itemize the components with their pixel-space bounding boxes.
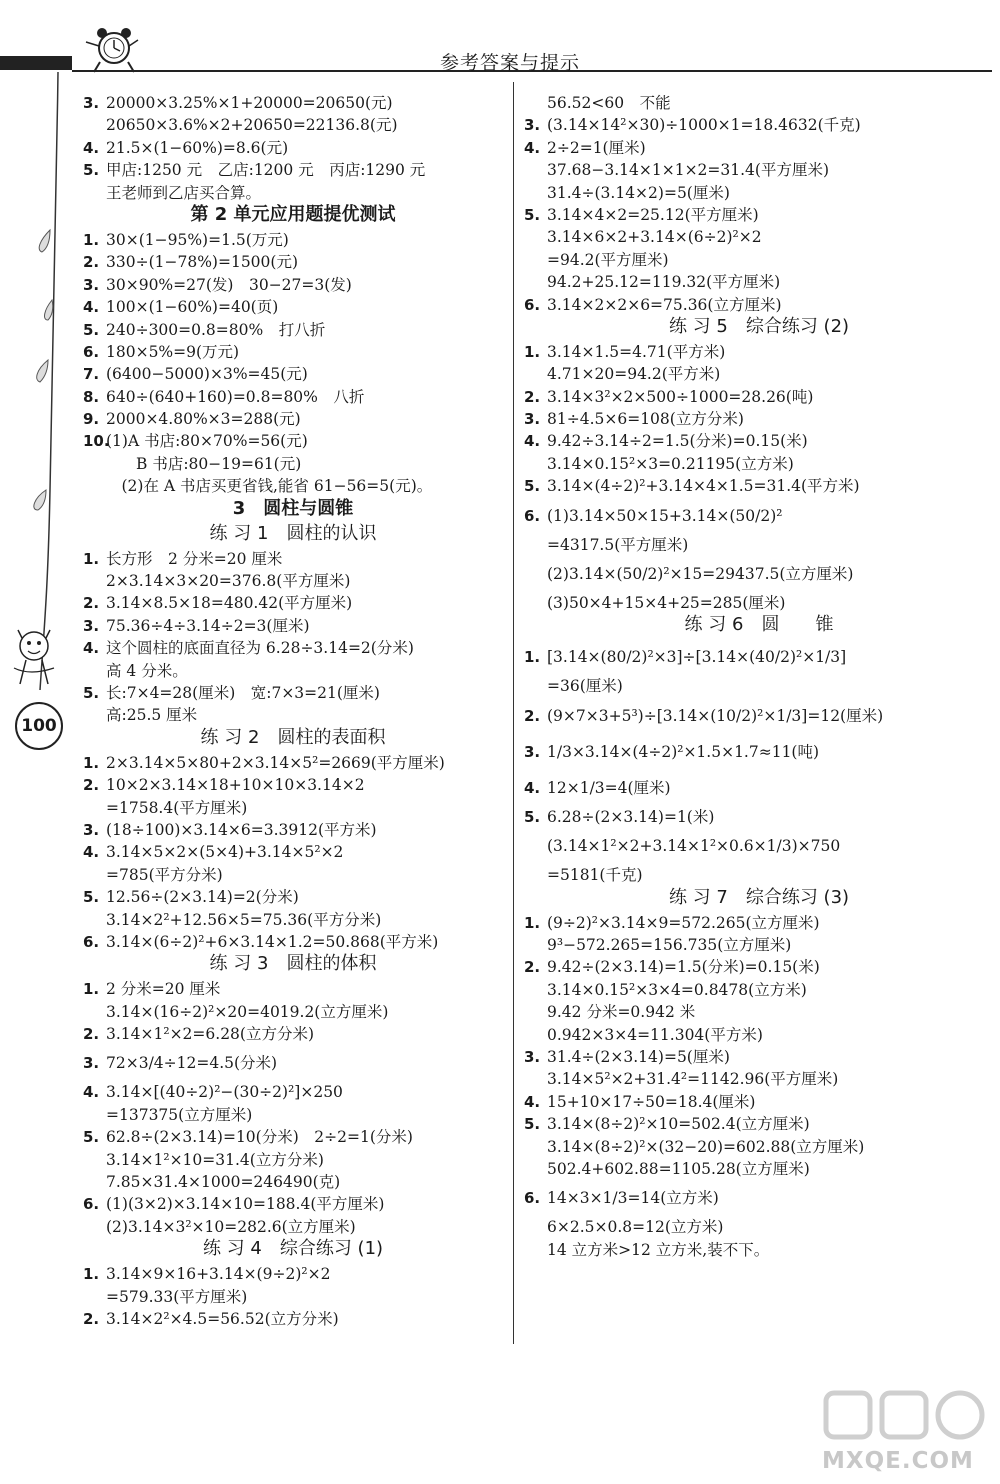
answer-line — [83, 1126, 503, 1148]
answer-text: 练 习 7 综合练习 (3) — [668, 886, 850, 908]
answer-continuation — [83, 1216, 503, 1238]
answer-continuation — [524, 1158, 994, 1180]
answer-line — [524, 556, 994, 592]
exercise-heading — [524, 887, 994, 912]
answer-text: 37.68−3.14×1×1×2=31.4(平方厘米) — [547, 161, 830, 180]
answer-text: 240÷300=0.8=80% 打八折 — [106, 320, 326, 339]
answer-text: 3.14×(8÷2)²×10=502.4(立方厘米) — [547, 1115, 810, 1134]
question-number: 5. — [83, 161, 100, 180]
question-number: 6. — [524, 1189, 541, 1208]
answer-text: =137375(立方厘米) — [106, 1105, 253, 1124]
answer-text: 100×(1−60%)=40(页) — [106, 298, 279, 317]
answer-text: 502.4+602.88=1105.28(立方厘米) — [547, 1159, 810, 1178]
answer-continuation — [524, 249, 994, 271]
answer-line — [83, 682, 503, 704]
answer-continuation — [524, 1216, 994, 1238]
answer-text: 6.28÷(2×3.14)=1(米) — [547, 807, 715, 826]
answer-line — [524, 204, 994, 226]
answer-continuation — [524, 934, 994, 956]
answer-continuation — [524, 534, 994, 556]
question-number: 2. — [83, 594, 100, 613]
answer-line — [524, 430, 994, 452]
answer-text: [3.14×(80/2)²×3]÷[3.14×(40/2)²×1/3] — [547, 648, 847, 667]
answer-line — [524, 770, 994, 806]
answer-continuation — [524, 592, 994, 614]
answer-text: 3.14×6×2+3.14×(6÷2)²×2 — [547, 228, 762, 247]
question-number: 2. — [83, 253, 100, 272]
question-number: 1. — [524, 913, 541, 932]
answer-text: =5181(千克) — [547, 866, 643, 885]
answer-continuation — [524, 1239, 994, 1261]
answer-continuation — [83, 797, 503, 819]
question-number: 10. — [83, 432, 110, 451]
answer-line — [83, 274, 503, 296]
question-number: 5. — [83, 320, 100, 339]
answer-text: 9.42÷(2×3.14)=1.5(分米)=0.15(米) — [547, 958, 820, 977]
alarm-clock-mascot-icon — [80, 24, 140, 74]
answer-line — [83, 752, 503, 774]
question-number: 4. — [524, 1092, 541, 1111]
section-heading — [83, 498, 503, 523]
answer-continuation — [524, 1136, 994, 1158]
question-number: 6. — [524, 506, 541, 525]
answer-line — [83, 137, 503, 159]
answer-text: (1)(3×2)×3.14×10=188.4(平方厘米) — [106, 1195, 385, 1214]
answer-text: (6400−5000)×3%=45(元) — [106, 365, 308, 384]
answer-text: 9.42 分米=0.942 米 — [547, 1003, 696, 1022]
answer-continuation — [524, 92, 994, 114]
question-number: 7. — [83, 365, 100, 384]
answer-line — [83, 615, 503, 637]
answer-text: 2×3.14×5×80+2×3.14×5²=2669(平方厘米) — [106, 753, 445, 772]
answer-line — [83, 296, 503, 318]
answer-line — [83, 251, 503, 273]
answer-text: 94.2+25.12=119.32(平方厘米) — [547, 273, 781, 292]
answer-text: 3.14×2×2×6=75.36(立方厘米) — [547, 295, 782, 314]
question-number: 3. — [83, 94, 100, 112]
question-number: 3. — [83, 275, 100, 294]
left-column — [83, 92, 503, 1330]
answer-line — [83, 1193, 503, 1215]
answer-text: 640÷(640+160)=0.8=80% 八折 — [106, 387, 365, 406]
answer-text: (3.14×1²×2+3.14×1²×0.6×1/3)×750 — [547, 837, 841, 856]
answer-text: 72×3/4÷12=4.5(分米) — [106, 1054, 278, 1073]
vine-decoration-icon — [0, 70, 80, 1070]
exercise-heading — [83, 953, 503, 978]
answer-continuation — [524, 363, 994, 385]
answer-text: 3.14×[(40÷2)²−(30÷2)²]×250 — [106, 1083, 343, 1102]
answer-line — [524, 341, 994, 363]
answer-continuation — [524, 864, 994, 886]
answer-line — [524, 386, 994, 408]
answer-text: 4.71×20=94.2(平方米) — [547, 365, 721, 384]
answer-text: 3 圆柱与圆锥 — [232, 497, 354, 519]
question-number: 4. — [524, 432, 541, 451]
question-number: 5. — [524, 807, 541, 826]
answer-line — [83, 1023, 503, 1045]
exercise-heading — [83, 523, 503, 548]
answer-line — [83, 159, 503, 181]
answer-text: (18÷100)×3.14×6=3.3912(平方米) — [106, 820, 377, 839]
answer-text: (2)3.14×(50/2)²×15=29437.5(立方厘米) — [547, 565, 854, 584]
answer-text: 2÷2=1(厘米) — [547, 138, 646, 157]
question-number: 3. — [524, 116, 541, 135]
question-number: 3. — [524, 410, 541, 429]
answer-text: 1/3×3.14×(4÷2)²×1.5×1.7≈11(吨) — [547, 742, 820, 761]
question-number: 2. — [524, 706, 541, 725]
answer-text: =1758.4(平方厘米) — [106, 798, 248, 817]
header-title: 参考答案与提示 — [440, 52, 581, 74]
answer-text: 第 2 单元应用题提优测试 — [190, 203, 396, 225]
question-number: 9. — [83, 410, 100, 429]
answer-text: 3.14×4×2=25.12(平方厘米) — [547, 205, 759, 224]
question-number: 1. — [524, 648, 541, 667]
exercise-heading — [524, 614, 994, 639]
exercise-heading — [83, 1238, 503, 1263]
question-number: 1. — [83, 230, 100, 249]
question-number: 1. — [524, 342, 541, 361]
answer-line — [83, 548, 503, 570]
answer-line — [83, 363, 503, 385]
question-number: 4. — [83, 298, 100, 317]
answer-continuation — [524, 1068, 994, 1090]
answer-text: =579.33(平方厘米) — [106, 1287, 248, 1306]
question-number: 2. — [524, 958, 541, 977]
answer-text: 20650×3.6%×2+20650=22136.8(元) — [106, 116, 398, 135]
answer-text: 3.14×(6÷2)²+6×3.14×1.2=50.868(平方米) — [106, 932, 439, 951]
answer-line — [524, 475, 994, 497]
answer-text: 3.14×(4÷2)²+3.14×4×1.5=31.4(平方米) — [547, 477, 860, 496]
answer-text: 12×1/3=4(厘米) — [547, 778, 671, 797]
answer-text: 王老师到乙店买合算。 — [106, 183, 262, 202]
question-number: 8. — [83, 387, 100, 406]
answer-text: 3.14×0.15²×3=0.21195(立方米) — [547, 454, 794, 473]
answer-text: 3.14×(16÷2)²×20=4019.2(立方厘米) — [106, 1002, 389, 1021]
question-number: 6. — [83, 342, 100, 361]
answer-line — [83, 637, 503, 659]
watermark-text: MXQE.COM — [822, 1448, 974, 1474]
question-number: 2. — [83, 1025, 100, 1044]
answer-text: 3.14×1²×10=31.4(立方分米) — [106, 1150, 324, 1169]
answer-text: 3.14×3²×2×500÷1000=28.26(吨) — [547, 387, 814, 406]
answer-text: 30×(1−95%)=1.5(万元) — [106, 230, 289, 249]
answer-continuation — [83, 182, 503, 204]
answer-text: 75.36÷4÷3.14÷2=3(厘米) — [106, 616, 310, 635]
page-number: 100 — [15, 702, 63, 750]
question-number: 1. — [83, 549, 100, 568]
answer-text: 14 立方米>12 立方米,装不下。 — [547, 1240, 770, 1259]
answer-text: 12.56÷(2×3.14)=2(分米) — [106, 888, 299, 907]
answer-line — [83, 931, 503, 953]
answer-text: 练 习 1 圆柱的认识 — [209, 522, 377, 544]
answer-continuation — [83, 1149, 503, 1171]
answer-text: 31.4÷(2×3.14)=5(厘米) — [547, 1047, 730, 1066]
answer-text: 练 习 6 圆 锥 — [684, 614, 834, 636]
answer-line — [524, 828, 994, 864]
answer-line — [524, 1180, 994, 1216]
answer-line — [524, 734, 994, 770]
question-number: 5. — [524, 1115, 541, 1134]
answer-continuation — [524, 159, 994, 181]
answer-line — [524, 1091, 994, 1113]
question-number: 3. — [83, 616, 100, 635]
answer-continuation — [83, 114, 503, 136]
answer-line — [83, 1308, 503, 1330]
answer-text: 6×2.5×0.8=12(立方米) — [547, 1218, 724, 1237]
answer-line — [83, 819, 503, 841]
answer-line — [524, 698, 994, 734]
question-number: 4. — [83, 1083, 100, 1102]
answer-text: 81÷4.5×6=108(立方分米) — [547, 410, 744, 429]
question-number: 2. — [524, 387, 541, 406]
answer-text: 练 习 2 圆柱的表面积 — [200, 726, 386, 748]
answer-line — [524, 408, 994, 430]
answer-line — [83, 1045, 503, 1081]
answer-text: 练 习 3 圆柱的体积 — [209, 953, 377, 975]
answer-text: 10×2×3.14×18+10×10×3.14×2 — [106, 776, 365, 795]
answer-text: 2×3.14×3×20=376.8(平方厘米) — [106, 572, 351, 591]
answer-text: 9³−572.265=156.735(立方厘米) — [547, 935, 792, 954]
answer-text: 180×5%=9(万元) — [106, 342, 240, 361]
answer-text: (9÷2)²×3.14×9=572.265(立方厘米) — [547, 913, 820, 932]
question-number: 2. — [83, 1309, 100, 1328]
question-number: 1. — [83, 980, 100, 999]
answer-text: 62.8÷(2×3.14)=10(分米) 2÷2=1(分米) — [106, 1128, 413, 1147]
question-number: 4. — [524, 778, 541, 797]
answer-line — [524, 912, 994, 934]
answer-continuation — [83, 909, 503, 931]
answer-text: =4317.5(平方厘米) — [547, 535, 689, 554]
answer-line — [83, 774, 503, 796]
answer-line — [524, 639, 994, 675]
question-number: 5. — [524, 477, 541, 496]
answer-line — [83, 886, 503, 908]
answer-text: =94.2(平方厘米) — [547, 250, 669, 269]
answer-text: 练 习 5 综合练习 (2) — [668, 315, 850, 337]
question-number: 2. — [83, 776, 100, 795]
answer-text: =785(平方分米) — [106, 865, 223, 884]
answer-text: 甲店:1250 元 乙店:1200 元 丙店:1290 元 — [106, 161, 426, 180]
answer-continuation — [83, 475, 503, 497]
answer-text: 高:25.5 厘米 — [106, 706, 198, 725]
question-number: 3. — [83, 820, 100, 839]
question-number: 5. — [83, 888, 100, 907]
answer-line — [83, 386, 503, 408]
question-number: 5. — [83, 1128, 100, 1147]
answer-text: (3)50×4+15×4+25=285(厘米) — [547, 594, 786, 613]
answer-text: 9.42÷3.14÷2=1.5(分米)=0.15(米) — [547, 432, 808, 451]
exercise-heading — [524, 316, 994, 341]
answer-continuation — [524, 453, 994, 475]
answer-line — [524, 1113, 994, 1135]
answer-line — [83, 1263, 503, 1285]
section-heading — [83, 204, 503, 229]
answer-continuation — [83, 704, 503, 726]
answer-continuation — [83, 1001, 503, 1023]
answer-line — [83, 592, 503, 614]
question-number: 1. — [83, 1265, 100, 1284]
answer-continuation — [524, 271, 994, 293]
question-number: 4. — [524, 138, 541, 157]
answer-text: 3.14×5²×2+31.4²=1142.96(平方厘米) — [547, 1070, 839, 1089]
answer-continuation — [524, 979, 994, 1001]
answer-text: 高 4 分米。 — [106, 661, 188, 680]
answer-line — [524, 806, 994, 828]
answer-continuation — [83, 570, 503, 592]
answer-continuation — [83, 1171, 503, 1193]
question-number: 1. — [83, 753, 100, 772]
question-number: 4. — [83, 639, 100, 658]
answer-text: 2 分米=20 厘米 — [106, 980, 221, 999]
answer-text: (1)3.14×50×15+3.14×(50/2)² — [547, 506, 783, 525]
answer-line — [83, 92, 503, 114]
answer-text: 56.52<60 不能 — [547, 94, 671, 112]
answer-continuation — [524, 182, 994, 204]
answer-line — [524, 1046, 994, 1068]
answer-line — [83, 408, 503, 430]
answer-continuation — [83, 1104, 503, 1126]
right-column — [524, 92, 994, 1261]
answer-text: (2)3.14×3²×10=282.6(立方厘米) — [106, 1217, 356, 1236]
answer-line — [83, 841, 503, 863]
question-number: 6. — [83, 1195, 100, 1214]
answer-text: 练 习 4 综合练习 (1) — [202, 1238, 384, 1260]
answer-line — [524, 137, 994, 159]
answer-text: 3.14×1²×2=6.28(立方分米) — [106, 1025, 315, 1044]
answer-continuation — [83, 453, 503, 475]
answer-text: 21.5×(1−60%)=8.6(元) — [106, 138, 289, 157]
answer-text: 3.14×8.5×18=480.42(平方厘米) — [106, 594, 353, 613]
answer-text: 3.14×(8÷2)²×(32−20)=602.88(立方厘米) — [547, 1137, 865, 1156]
answer-line — [83, 341, 503, 363]
question-number: 5. — [83, 683, 100, 702]
answer-text: 30×90%=27(发) 30−27=3(发) — [106, 275, 352, 294]
answer-text: 31.4÷(3.14×2)=5(厘米) — [547, 183, 730, 202]
answer-text: 330÷(1−78%)=1500(元) — [106, 253, 298, 272]
question-number: 5. — [524, 205, 541, 224]
answer-continuation — [83, 660, 503, 682]
header-bar — [0, 56, 72, 70]
question-number: 3. — [83, 1054, 100, 1073]
answer-text: (3.14×14²×30)÷1000×1=18.4632(千克) — [547, 116, 861, 135]
answer-line — [83, 229, 503, 251]
answer-text: (9×7×3+5³)÷[3.14×(10/2)²×1/3]=12(厘米) — [547, 706, 884, 725]
answer-text: 3.14×2²×4.5=56.52(立方分米) — [106, 1309, 339, 1328]
answer-continuation — [524, 1024, 994, 1046]
answer-text: 0.942×3×4=11.304(平方米) — [547, 1025, 763, 1044]
answer-text: 3.14×0.15²×3×4=0.8478(立方米) — [547, 980, 807, 999]
answer-text: 3.14×5×2×(5×4)+3.14×5²×2 — [106, 843, 344, 862]
answer-text: (1)A 书店:80×70%=56(元) — [106, 432, 308, 451]
answer-line — [524, 956, 994, 978]
question-number: 6. — [83, 932, 100, 951]
answer-continuation — [524, 1001, 994, 1023]
question-number: 4. — [83, 138, 100, 157]
answer-text: 20000×3.25%×1+20000=20650(元) — [106, 94, 393, 112]
answer-text: 14×3×1/3=14(立方米) — [547, 1189, 719, 1208]
answer-continuation — [524, 226, 994, 248]
answer-line — [524, 294, 994, 316]
answer-continuation — [83, 1286, 503, 1308]
answer-text: 3.14×9×16+3.14×(9÷2)²×2 — [106, 1265, 331, 1284]
answer-text: 15+10×17÷50=18.4(厘米) — [547, 1092, 756, 1111]
answer-text: =36(厘米) — [547, 677, 623, 696]
answer-text: 3.14×2²+12.56×5=75.36(平方分米) — [106, 910, 382, 929]
answer-continuation — [83, 864, 503, 886]
exercise-heading — [83, 727, 503, 752]
answer-text: 2000×4.80%×3=288(元) — [106, 410, 301, 429]
question-number: 3. — [524, 742, 541, 761]
answer-line — [83, 430, 503, 452]
answer-text: 7.85×31.4×1000=246490(克) — [106, 1173, 341, 1192]
answer-text: 3.14×1.5=4.71(平方米) — [547, 342, 726, 361]
answer-line — [83, 1081, 503, 1103]
answer-line — [83, 978, 503, 1000]
answer-line — [83, 319, 503, 341]
column-divider — [513, 82, 514, 1344]
answer-continuation — [524, 675, 994, 697]
answer-text: B 书店:80−19=61(元) — [136, 454, 302, 473]
answer-line — [524, 114, 994, 136]
answer-text: 这个圆柱的底面直径为 6.28÷3.14=2(分米) — [106, 639, 414, 658]
question-number: 4. — [83, 843, 100, 862]
answer-text: (2)在 A 书店买更省钱,能省 61−56=5(元)。 — [106, 477, 433, 496]
answer-line — [524, 498, 994, 534]
question-number: 6. — [524, 295, 541, 314]
answer-text: 长:7×4=28(厘米) 宽:7×3=21(厘米) — [106, 683, 380, 702]
answer-text: 长方形 2 分米=20 厘米 — [106, 549, 283, 568]
question-number: 3. — [524, 1047, 541, 1066]
